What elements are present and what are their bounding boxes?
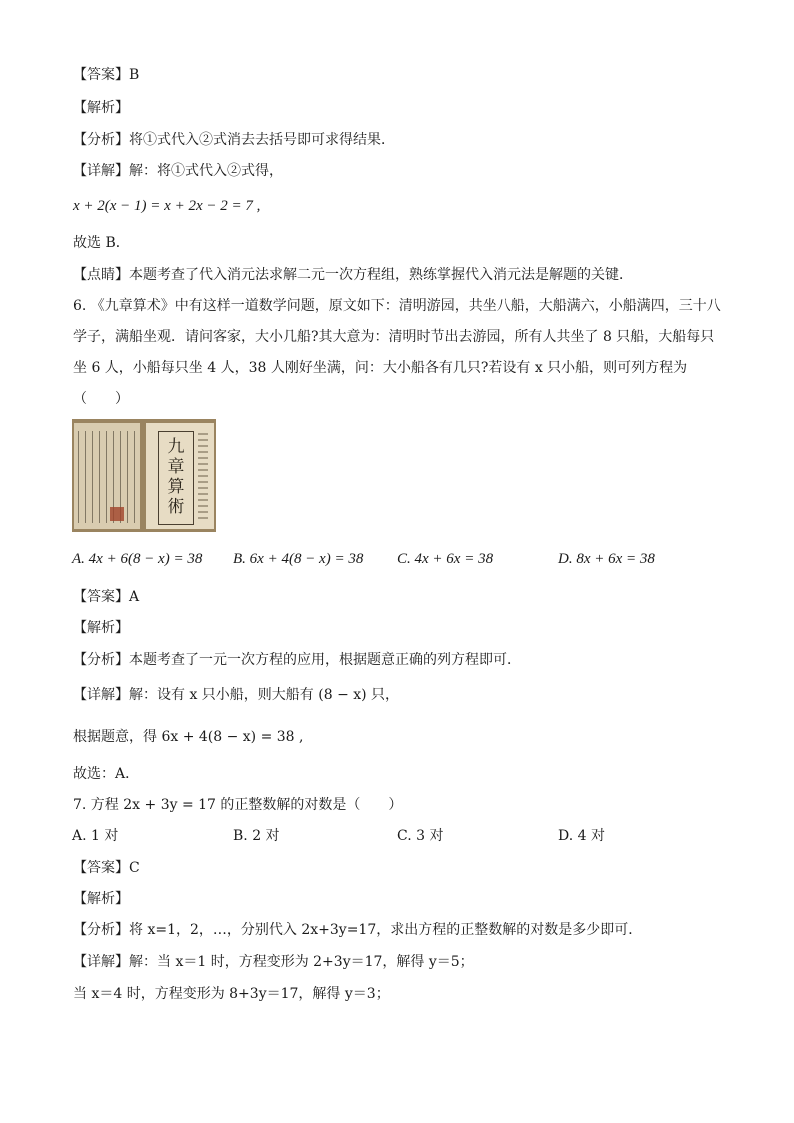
- book-cover-title: 九章算術: [167, 437, 185, 517]
- q6-option-d: D. 8x + 6x = 38: [558, 551, 655, 567]
- q6-option-a: A. 4x + 6(8 − x) = 38: [72, 551, 203, 567]
- q6-option-b: B. 6x + 4(8 − x) = 38: [233, 551, 364, 567]
- choice-text-q6: 故选：A．: [73, 766, 140, 782]
- detail-text-q5: 【详解】解：将①式代入②式得，: [73, 163, 283, 179]
- q6-option-c: C. 4x + 6x = 38: [397, 551, 494, 567]
- question-6-line-2: 学子，满船坐观．请问客家，大小几船?其大意为：清明时节出去游园，所有人共坐了 8 只船，大船每只: [73, 329, 715, 345]
- analysis-label-q5: 【解析】: [73, 100, 129, 116]
- q7-option-b: B. 2 对: [233, 828, 280, 844]
- answer-label-q7: 【答案】C: [73, 860, 140, 876]
- choice-text-q5: 故选 B．: [73, 235, 130, 251]
- seal-stamp: [110, 507, 124, 521]
- equation-q6: 根据题意，得 6x + 4(8 − x) = 38 ,: [73, 729, 304, 745]
- analysis-text-q7: 【分析】将 x=1，2，…，分别代入 2x+3y=17，求出方程的正整数解的对数是多少即可．: [73, 922, 643, 938]
- equation-q5: x + 2(x − 1) = x + 2x − 2 = 7 ,: [73, 198, 261, 214]
- question-6-line-1: 6. 《九章算术》中有这样一道数学问题，原文如下：清明游园，共坐八船，大船满六，小船满四，三十八: [73, 298, 721, 314]
- detail-text-q6: 【详解】解：设有 x 只小船，则大船有 (8 − x) 只，: [73, 687, 400, 703]
- comment-text-q5: 【点睛】本题考查了代入消元法求解二元一次方程组，熟练掌握代入消元法是解题的关键．: [73, 267, 633, 283]
- detail-text-q7-line-2: 当 x＝4 时，方程变形为 8+3y＝17，解得 y＝3；: [73, 986, 390, 1002]
- q7-option-c: C. 3 对: [397, 828, 444, 844]
- answer-label-q6: 【答案】A: [73, 589, 140, 605]
- analysis-label-q6: 【解析】: [73, 620, 129, 636]
- q7-option-a: A. 1 对: [72, 828, 119, 844]
- question-6-blank: （ ）: [73, 391, 129, 407]
- question-7: 7. 方程 2x + 3y = 17 的正整数解的对数是（ ）: [73, 797, 403, 813]
- book-page-left: [74, 423, 140, 529]
- analysis-text-q6: 【分析】本题考查了一元一次方程的应用，根据题意正确的列方程即可．: [73, 652, 521, 668]
- analysis-label-q7: 【解析】: [73, 891, 129, 907]
- jiuzhang-suanshu-book-image: [72, 419, 216, 532]
- question-6-line-3: 坐 6 人，小船每只坐 4 人，38 人刚好坐满，问：大小船各有几只?若设有 x 只小船，则可列方程为: [73, 360, 688, 376]
- detail-text-q7-line-1: 【详解】解：当 x＝1 时，方程变形为 2+3y＝17，解得 y＝5；: [73, 954, 474, 970]
- analysis-text-q5: 【分析】将①式代入②式消去去括号即可求得结果．: [73, 132, 395, 148]
- book-cover-right: [146, 423, 214, 529]
- answer-label-q5: 【答案】B: [73, 67, 140, 83]
- q7-option-d: D. 4 对: [558, 828, 605, 844]
